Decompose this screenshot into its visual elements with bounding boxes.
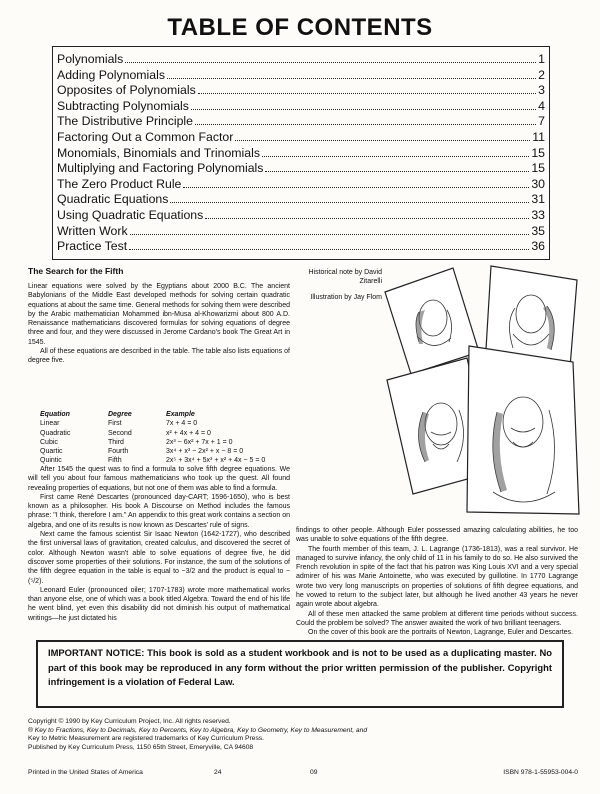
toc-entry-title: Monomials, Binomials and Trinomials xyxy=(57,145,260,160)
table-cell: Second xyxy=(108,429,132,437)
table-cell: Quadratic xyxy=(40,429,71,437)
table-cell: Fifth xyxy=(108,457,122,465)
paragraph: The fourth member of this team, J. L. Lagrange (1736-1813), was a real survivor. He managed to survive infancy, the only child of 11 in his family to do so. He also survived the French revolution in spite of the fact that his patron was King Louis XVI and a very special admirer of his was Marie Antoinette, who was executed by guillotine. In 1770 Lagrange wrote two very long manuscripts on properties of solutions of fifth degree equations, and he vowed to return to the subject later, but although he lived another 43 years he never again wrote about algebra. xyxy=(296,545,578,609)
toc-entry-title: Multiplying and Factoring Polynomials xyxy=(57,161,264,176)
toc-entry-page: 31 xyxy=(531,192,545,207)
table-row xyxy=(40,447,265,456)
toc-leader-dots xyxy=(125,52,536,63)
toc-entry-page: 33 xyxy=(531,207,545,222)
paragraph: First came René Descartes (pronounced day-CART; 1596-1650), who is best known as a philosopher. His book A Discourse on Method includes the famous phrase: "I think, therefore I am." An appendix to this great work contains a section on algebra, and one of its results is now known as Descartes' rule of signs. xyxy=(28,493,290,529)
toc-entry-title: Using Quadratic Equations xyxy=(57,207,204,222)
column-header: Equation xyxy=(40,411,70,418)
toc-leader-dots xyxy=(167,68,536,79)
print-number: 09 xyxy=(310,769,318,776)
paragraph: All of these men attacked the same problem at different time periods without success. Could the problem be solved? The answer awaited the work of two brilliant teenagers. xyxy=(296,610,578,627)
isbn: ISBN 978-1-55953-004-0 xyxy=(503,769,578,776)
toc-entry[interactable] xyxy=(57,208,545,224)
toc-entry-title: Factoring Out a Common Factor xyxy=(57,129,234,144)
toc-entry[interactable] xyxy=(57,239,545,255)
paragraph: Next came the famous scientist Sir Isaac Newton (1642-1727), who described the first universal laws of gravitation, created calculus, and discovered the secret of color. Although Newton wasn't able to solve equations of degree five, he did discover some properties of their solutions. For instance, the sum of the solutions of the fifth degree equation in the table is equal to −3/2 and the product is equal to −(⁵/2). xyxy=(28,531,290,585)
paragraph: On the cover of this book are the portraits of Newton, Lagrange, Euler and Descartes. xyxy=(308,629,573,637)
toc-entry-page: 36 xyxy=(531,239,545,254)
toc-leader-dots xyxy=(130,224,530,235)
table-row xyxy=(40,438,265,447)
toc-entry-title: Adding Polynomials xyxy=(57,67,166,82)
history-heading: The Search for the Fifth xyxy=(28,266,124,276)
paragraph: All of these equations are described in the table. The table also lists equations of degree five. xyxy=(28,348,290,365)
toc-entry-page: 2 xyxy=(538,67,545,82)
toc-leader-dots xyxy=(265,161,529,172)
print-number: 24 xyxy=(214,769,222,776)
toc-leader-dots xyxy=(198,83,536,94)
history-body-right xyxy=(296,526,578,638)
toc-entry[interactable] xyxy=(57,130,545,146)
toc-entry[interactable] xyxy=(57,68,545,84)
paragraph: Linear equations were solved by the Egyptians about 2000 B.C. The ancient Babylonians of the Middle East developed methods for solving certain quadratic equations at about the same time. General methods for solving them were described by the Arabic mathematician Mohammed ibn-Musa al-Khowarizmi about 800 A.D. Renaissance mathematicians discovered formulas for solving equations of degree three and four, and they were discussed in Jerome Cardano's book The Great Art in 1545. xyxy=(28,283,290,346)
toc-entry-page: 35 xyxy=(531,223,545,238)
portrait-card-newton xyxy=(467,346,579,514)
illustration-credit: Illustration by Jay Flom xyxy=(310,294,382,301)
mathematician-portraits-illustration xyxy=(383,262,583,522)
toc-entry-title: The Distributive Principle xyxy=(57,114,193,129)
table-cell: Third xyxy=(108,438,124,446)
table-cell: Quartic xyxy=(40,448,63,456)
table-cell: 3x⁴ + x³ − 2x² + x − 8 = 0 xyxy=(166,448,244,456)
paragraph: findings to other people. Although Euler possessed amazing calculating abilities, he too was unable to solve equations of the fifth degree. xyxy=(296,527,578,544)
toc-leader-dots xyxy=(183,177,529,188)
toc-entry-page: 1 xyxy=(538,52,545,66)
paragraph: After 1545 the quest was to find a formula to solve fifth degree equations. We will tell you about four famous mathematicians who took up the quest. All found revealing properties of equations, but not one of them was able to find a formula. xyxy=(28,466,290,492)
toc-entry-page: 11 xyxy=(532,129,545,144)
toc-entry-title: Quadratic Equations xyxy=(57,192,169,207)
page-title: TABLE OF CONTENTS xyxy=(167,14,433,41)
toc-entry-page: 15 xyxy=(531,161,545,176)
trademark-line: ® Key to Fractions, Key to Decimals, Key to Percents, Key to Algebra, Key to Geometry, Key to Measurement, and xyxy=(28,726,368,734)
toc-entry-page: 7 xyxy=(538,114,545,129)
toc-entry[interactable] xyxy=(57,161,545,177)
history-intro xyxy=(28,282,290,366)
toc-entry-title: Subtracting Polynomials xyxy=(57,98,189,113)
table-cell: Quintic xyxy=(40,457,62,465)
toc-entry-page: 4 xyxy=(538,98,545,113)
table-of-contents xyxy=(52,46,550,260)
paragraph: Leonard Euler (pronounced oiler; 1707-1783) wrote more mathematical works than anyone else, one of which was a book titled Algebra. Toward the end of his life he went blind, yet even this disability did not diminish his output of mathematical writings—he just dictated his xyxy=(28,586,290,622)
toc-entry[interactable] xyxy=(57,52,545,68)
toc-entry-page: 30 xyxy=(531,176,545,191)
table-cell: Linear xyxy=(40,420,60,428)
toc-entry[interactable] xyxy=(57,99,545,115)
printed-in: Printed in the United States of America xyxy=(28,769,143,776)
toc-leader-dots xyxy=(191,99,536,110)
toc-entry[interactable] xyxy=(57,146,545,162)
toc-leader-dots xyxy=(170,192,529,203)
table-cell: Fourth xyxy=(108,448,129,456)
table-row xyxy=(40,429,265,438)
toc-entry[interactable] xyxy=(57,224,545,240)
toc-entry-title: Practice Test xyxy=(57,239,128,254)
toc-entry[interactable] xyxy=(57,177,545,193)
important-notice: IMPORTANT NOTICE: This book is sold as a student workbook and is not to be used as a duplicating master. No part of this book may be reproduced in any form without the prior written permission of the publisher. Copyright infringement is a violation of Federal Law. xyxy=(36,640,564,708)
toc-entry[interactable] xyxy=(57,192,545,208)
column-header: Degree xyxy=(108,411,132,418)
toc-entry[interactable] xyxy=(57,114,545,130)
historical-note-credit: Historical note by David Zitarelli xyxy=(308,269,382,285)
equation-table xyxy=(40,410,265,466)
table-cell: Cubic xyxy=(40,438,58,446)
table-cell: x² + 4x + 4 = 0 xyxy=(166,429,211,437)
table-cell: First xyxy=(108,420,122,428)
table-row xyxy=(40,419,265,428)
column-header: Example xyxy=(166,411,195,418)
trademark-line: Key to Metric Measurement are registered trademarks of Key Curriculum Press. xyxy=(28,735,265,743)
toc-entry-title: The Zero Product Rule xyxy=(57,176,182,191)
copyright-line: Copyright © 1990 by Key Curriculum Project, Inc. All rights reserved. xyxy=(28,718,231,725)
toc-entry-title: Opposites of Polynomials xyxy=(57,83,196,98)
table-cell: 7x + 4 = 0 xyxy=(166,420,198,428)
print-info-line xyxy=(28,769,578,779)
toc-leader-dots xyxy=(262,146,529,157)
toc-leader-dots xyxy=(205,208,529,219)
toc-entry[interactable] xyxy=(57,83,545,99)
table-cell: 2x³ − 6x² + 7x + 1 = 0 xyxy=(166,438,233,446)
copyright-footer xyxy=(28,718,578,752)
toc-entry-title: Polynomials xyxy=(57,52,124,66)
table-cell: 2x⁵ + 3x⁴ + 5x³ + x² + 4x − 5 = 0 xyxy=(166,457,266,465)
toc-entry-page: 3 xyxy=(538,83,545,98)
toc-leader-dots xyxy=(129,239,529,250)
credits xyxy=(296,268,382,302)
toc-leader-dots xyxy=(235,130,530,141)
toc-leader-dots xyxy=(195,114,536,125)
toc-entry-title: Written Work xyxy=(57,223,128,238)
toc-entry-page: 15 xyxy=(531,145,545,160)
history-body-left xyxy=(28,465,290,623)
table-header-row xyxy=(40,410,265,419)
publisher-line: Published by Key Curriculum Press, 1150 65th Street, Emeryville, CA 94608 xyxy=(28,743,254,751)
